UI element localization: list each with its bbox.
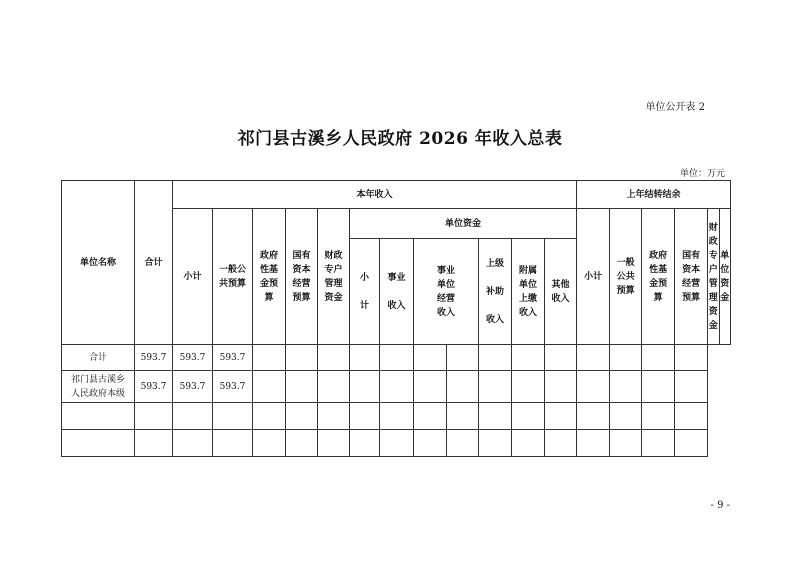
header-carry-gov-fund: 政府 性基 金预 算 xyxy=(642,209,675,345)
header-business-income: 事业 收入 xyxy=(380,239,414,345)
income-summary-table xyxy=(61,180,731,457)
header-unit-operating: 事业 单位 经营 收入 xyxy=(414,239,479,345)
header-unit-funds: 单位资金 xyxy=(350,209,577,239)
row-total: 593.7 xyxy=(135,345,173,371)
unit-label: 单位：万元 xyxy=(679,169,725,179)
header-total: 合计 xyxy=(135,181,173,345)
table-number-label: 单位公开表 2 xyxy=(645,102,705,113)
header-unit-name: 单位名称 xyxy=(62,181,135,345)
row-subtotal: 593.7 xyxy=(173,345,213,371)
header-other-income: 其他 收入 xyxy=(545,239,577,345)
header-subtotal: 小计 xyxy=(173,209,213,345)
header-carryover: 上年结转结余 xyxy=(577,181,731,209)
header-state-capital: 国有 资本 经营 预算 xyxy=(286,209,318,345)
header-superior-subsidy: 上级 补助 收入 xyxy=(479,239,512,345)
row-subtotal: 593.7 xyxy=(173,371,213,403)
row-name: 合计 xyxy=(62,345,135,371)
page-number: - 9 - xyxy=(710,500,730,511)
page-title: 祁门县古溪乡人民政府 2026 年收入总表 xyxy=(237,129,563,149)
row-total: 593.7 xyxy=(135,371,173,403)
row-general-budget: 593.7 xyxy=(213,345,253,371)
row-general-budget: 593.7 xyxy=(213,371,253,403)
header-fiscal-special: 财政 专户 管理 资金 xyxy=(318,209,350,345)
header-current-year-income: 本年收入 xyxy=(173,181,577,209)
header-general-budget: 一般公 共预算 xyxy=(213,209,253,345)
header-unit-subtotal: 小 计 xyxy=(350,239,380,345)
row-name: 祁门县古溪乡 人民政府本级 xyxy=(62,371,135,403)
header-carry-subtotal: 小计 xyxy=(577,209,610,345)
table-row xyxy=(62,345,731,371)
header-carry-fiscal-special: 财政 专户 管理 资金 xyxy=(708,209,719,345)
table-row xyxy=(62,430,731,457)
header-carry-state-capital: 国有 资本 经营 预算 xyxy=(675,209,708,345)
header-carry-general-budget: 一般 公共 预算 xyxy=(610,209,642,345)
table-row xyxy=(62,371,731,403)
header-affiliated-payment: 附属 单位 上缴 收入 xyxy=(512,239,545,345)
header-gov-fund: 政府 性基 金预 算 xyxy=(253,209,286,345)
table-row xyxy=(62,403,731,430)
header-carry-unit-funds: 单位 资金 xyxy=(719,209,730,345)
